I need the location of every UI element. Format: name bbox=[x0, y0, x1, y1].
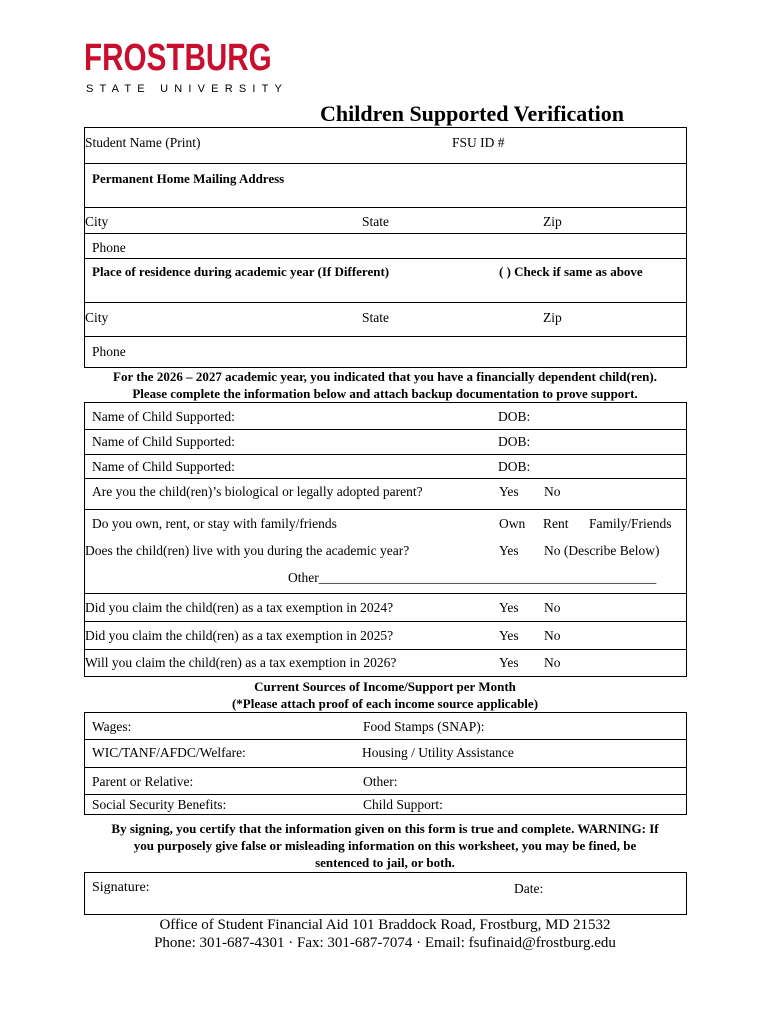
live-with-no-option[interactable]: No (Describe Below) bbox=[544, 543, 660, 558]
live-with-question: Does the child(ren) live with you during the academic year? bbox=[85, 543, 410, 558]
parent-no-option[interactable]: No bbox=[544, 484, 561, 499]
child-name-field[interactable]: Name of Child Supported: bbox=[92, 459, 235, 474]
tax-2026-no-option[interactable]: No bbox=[544, 655, 561, 670]
student-name-field[interactable]: Student Name (Print) bbox=[85, 135, 201, 150]
child-support-field[interactable]: Child Support: bbox=[363, 797, 443, 812]
residence-phone-field[interactable]: Phone bbox=[92, 344, 126, 359]
other-income-field[interactable]: Other: bbox=[363, 774, 398, 789]
phone-field[interactable]: Phone bbox=[92, 240, 126, 255]
state-field[interactable]: State bbox=[362, 214, 389, 229]
social-security-field[interactable]: Social Security Benefits: bbox=[92, 797, 227, 812]
food-stamps-field[interactable]: Food Stamps (SNAP): bbox=[363, 719, 485, 734]
housing-rent-option[interactable]: Rent bbox=[543, 516, 569, 531]
residence-zip-field[interactable]: Zip bbox=[543, 310, 562, 325]
income-heading: Current Sources of Income/Support per Month bbox=[254, 679, 516, 694]
parent-yes-option[interactable]: Yes bbox=[499, 484, 519, 499]
office-address: Office of Student Financial Aid 101 Braddock Road, Frostburg, MD 21532 bbox=[159, 917, 611, 933]
housing-question: Do you own, rent, or stay with family/friends bbox=[92, 516, 337, 531]
tax-2026-question: Will you claim the child(ren) as a tax exemption in 2026? bbox=[85, 655, 397, 670]
tax-2026-yes-option[interactable]: Yes bbox=[499, 655, 519, 670]
same-as-above-checkbox[interactable]: ( ) Check if same as above bbox=[499, 264, 643, 279]
other-description-field[interactable]: Other__________________________________________________ bbox=[288, 570, 657, 585]
logo-subtitle: STATE UNIVERSITY bbox=[86, 83, 289, 95]
permanent-address-field[interactable]: Permanent Home Mailing Address bbox=[92, 171, 285, 186]
parent-relative-field[interactable]: Parent or Relative: bbox=[92, 774, 194, 789]
instructions-line-2: Please complete the information below and attach backup documentation to prove support. bbox=[132, 386, 638, 401]
tax-2025-no-option[interactable]: No bbox=[544, 628, 561, 643]
parent-question: Are you the child(ren)’s biological or legally adopted parent? bbox=[92, 484, 423, 499]
certification-line-1: By signing, you certify that the information given on this form is true and complete. WARNING: If bbox=[111, 821, 659, 836]
certification-line-3: sentenced to jail, or both. bbox=[315, 855, 455, 870]
child-name-field[interactable]: Name of Child Supported: bbox=[92, 409, 235, 424]
tax-2025-yes-option[interactable]: Yes bbox=[499, 628, 519, 643]
residence-address-field[interactable]: Place of residence during academic year (If Different) bbox=[92, 264, 390, 279]
residence-state-field[interactable]: State bbox=[362, 310, 389, 325]
zip-field[interactable]: Zip bbox=[543, 214, 562, 229]
tax-2024-no-option[interactable]: No bbox=[544, 600, 561, 615]
housing-family-option[interactable]: Family/Friends bbox=[589, 516, 672, 531]
fsu-id-field[interactable]: FSU ID # bbox=[452, 135, 505, 150]
live-with-yes-option[interactable]: Yes bbox=[499, 543, 519, 558]
child-dob-field[interactable]: DOB: bbox=[498, 409, 531, 424]
housing-own-option[interactable]: Own bbox=[499, 516, 526, 531]
wages-field[interactable]: Wages: bbox=[92, 719, 132, 734]
office-contact: Phone: 301-687-4301 · Fax: 301-687-7074 · Email: fsufinaid@frostburg.edu bbox=[154, 935, 616, 951]
housing-assistance-field[interactable]: Housing / Utility Assistance bbox=[362, 745, 514, 760]
child-dob-field[interactable]: DOB: bbox=[498, 459, 531, 474]
signature-field[interactable]: Signature: bbox=[92, 880, 150, 895]
tax-2024-question: Did you claim the child(ren) as a tax exemption in 2024? bbox=[85, 600, 394, 615]
frostburg-logo: FROSTBURG bbox=[84, 37, 272, 79]
child-name-field[interactable]: Name of Child Supported: bbox=[92, 434, 235, 449]
welfare-field[interactable]: WIC/TANF/AFDC/Welfare: bbox=[92, 745, 246, 760]
city-field[interactable]: City bbox=[85, 214, 109, 229]
child-dob-field[interactable]: DOB: bbox=[498, 434, 531, 449]
instructions-line-1: For the 2026 – 2027 academic year, you indicated that you have a financially dependent child(ren). bbox=[113, 369, 657, 384]
tax-2024-yes-option[interactable]: Yes bbox=[499, 600, 519, 615]
date-field[interactable]: Date: bbox=[514, 881, 544, 896]
income-subheading: (*Please attach proof of each income source applicable) bbox=[231, 696, 539, 711]
residence-city-field[interactable]: City bbox=[85, 310, 109, 325]
page-title: Children Supported Verification bbox=[320, 101, 624, 126]
certification-line-2: you purposely give false or misleading information on this worksheet, you may be fined, be bbox=[133, 838, 637, 853]
signature-section bbox=[84, 872, 687, 915]
tax-2025-question: Did you claim the child(ren) as a tax exemption in 2025? bbox=[85, 628, 394, 643]
